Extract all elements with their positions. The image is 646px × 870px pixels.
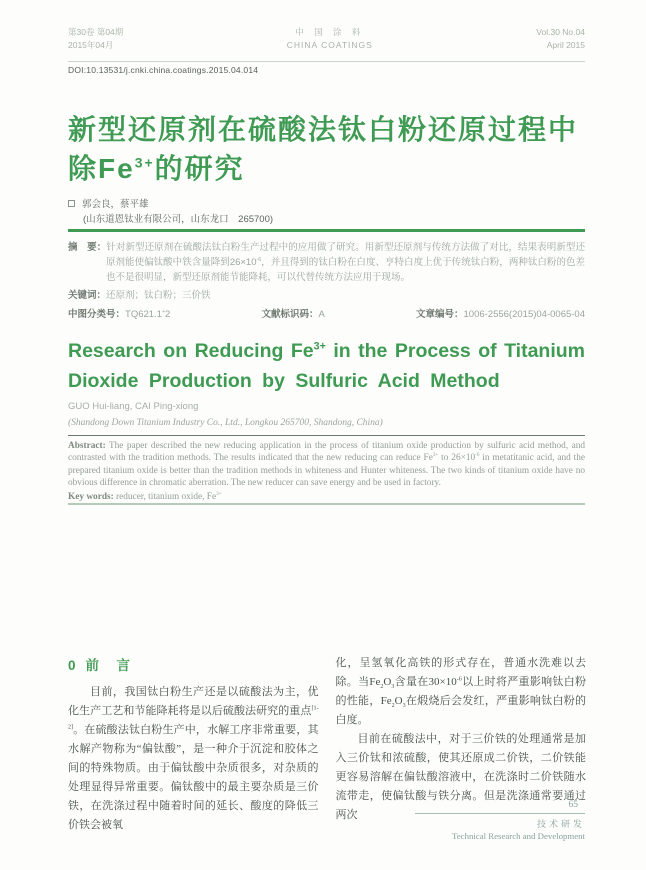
abstract-label-en: Abstract:	[68, 441, 106, 451]
article-no-item	[416, 307, 585, 322]
doc-code: A	[318, 309, 325, 320]
header-divider	[68, 61, 585, 62]
article-title-cn	[68, 110, 585, 188]
volume-issue-cn: 第30卷 第04期	[68, 27, 124, 37]
footer-rule	[415, 813, 585, 814]
author-names-en: GUO Hui-liang, CAI Ping-xiong	[68, 401, 199, 412]
issue-date-en: April 2015	[546, 40, 585, 50]
doc-code-label: 文献标识码：	[261, 309, 319, 320]
section-title: 前 言	[85, 658, 133, 673]
article-title-cn-line2: 除$Fe^{3+}$的研究	[68, 153, 245, 184]
running-head-center	[287, 26, 373, 52]
abstract-text-en: The paper described the new reducing application in the process of titanium oxide production by sulfuric acid method, and contrasted with the tradition methods. The results indicated that the new reducing can reduce $Fe^{3+}$ to $26\times 10^{-6}$ in metatitanic acid, and the prepared titanium oxide is better than the tradition methods in whiteness and Hunter whiteness. The two kinds of titanium oxide have no obvious difference in chromatic aberration. The new reducer can save energy and be used in factory.	[68, 441, 585, 489]
article-no-label: 文章编号：	[415, 309, 464, 320]
author-line-cn	[68, 197, 585, 212]
article-title-en	[68, 336, 585, 396]
abstract-cn-paragraph	[68, 240, 585, 285]
keywords-line-en	[68, 491, 585, 503]
article-title-en-line2: Dioxide Production by Sulfuric Acid Method	[68, 370, 500, 392]
affiliation-cn: (山东道恩钛业有限公司，山东龙口 265700)	[83, 214, 274, 225]
keywords-en: reducer, titanium oxide, $Fe^{3+}$	[113, 490, 222, 502]
keywords-label-cn: 关键词：	[68, 290, 107, 301]
section-number: 0	[68, 658, 76, 673]
body-column-left	[68, 654, 319, 835]
clc-item	[68, 307, 170, 322]
keywords-label-en: Key words:	[68, 491, 114, 502]
body-paragraph: 目前，我国钛白粉生产还是以硫酸法为主，优化生产工艺和节能降耗将是以后硫酸法研究的重点[1-2]。在硫酸法钛白粉生产中，水解工序非常重要，其水解产物称为“偏钛酸”，是一种介于沉淀和胶体之间的特殊物质。由于偏钛酸中杂质很多，对杂质的处理显得异常重要。偏钛酸中的最主要杂质是三价铁，在洗涤过程中随着时间的延长、酸度的降低三价铁会被氧	[68, 686, 319, 831]
running-head-right	[536, 26, 585, 52]
abstract-block-en	[68, 440, 585, 503]
body-paragraph: 目前在硫酸法中，对于三价铁的处理通常是加入三价钛和浓硫酸，使其还原成二价铁，二价铁能更容易溶解在偏钛酸溶液中，在洗涤时二价铁随水流带走，使偏钛酸与铁分离。但是洗涤通常要通过两次	[335, 733, 586, 821]
article-title-en-line1: Research on Reducing $Fe^{3+}$ in the Process of Titanium	[68, 340, 585, 362]
abstract-text-cn: 针对新型还原剂在硫酸法钛白粉生产过程中的应用做了研究。用新型还原剂与传统方法做了对比，结果表明新型还原剂能使偏钛酸中铁含量降到$26\times 10^{-6}$，并且得到的钛白粉在白度、亨特白度上优于传统钛白粉，两种钛白粉的色差也不是很明显，新型还原剂能节能降耗，可以代替传统方法应用于现场。	[106, 242, 585, 283]
journal-name-cn: 中 国 涂 料	[295, 27, 365, 37]
article-no: 1006-2556(2015)04-0065-04	[463, 309, 585, 320]
classification-line	[68, 307, 585, 322]
doc-code-item	[261, 307, 324, 322]
keywords-line-cn	[68, 288, 585, 303]
issue-date-cn: 2015年04月	[68, 40, 114, 50]
title-divider-rule	[68, 229, 585, 232]
column-name-cn: 技术研发	[536, 819, 585, 829]
abstract-bottom-rule	[68, 503, 585, 505]
keywords-cn: 还原剂；钛白粉；三价铁	[106, 290, 211, 301]
volume-issue-en: Vol.30 No.04	[536, 27, 585, 37]
section-heading-intro	[68, 654, 319, 674]
abstract-block-cn	[68, 240, 585, 322]
clc-number: TQ621.1+2	[125, 308, 171, 320]
running-head-left	[68, 26, 123, 52]
journal-name-en: CHINA COATINGS	[286, 40, 373, 50]
author-names-cn: 郭会良，蔡平雄	[82, 199, 149, 210]
running-head	[68, 26, 585, 52]
column-name-en: Technical Research and Development	[452, 831, 585, 841]
body-paragraph: 化，呈氢氧化高铁的形式存在，普通水洗难以去除。当$Fe_2O_3$含量在$30\times 10^{-6}$以上时将严重影响钛白粉的性能，$Fe_2O_3$在煅烧后会发红，严重影响钛白粉的白度。	[335, 657, 587, 726]
doi-line: DOI:10.13531/j.cnki.china.coatings.2015.04.014	[68, 65, 259, 75]
page-footer	[415, 800, 585, 842]
author-block-cn	[68, 197, 585, 227]
clc-label: 中图分类号：	[68, 309, 126, 320]
abstract-en-paragraph	[68, 440, 585, 490]
abstract-top-rule	[68, 435, 585, 436]
page-number: 65	[568, 800, 578, 810]
affiliation-en: (Shandong Down Titanium Industry Co., Ltd., Longkou 265700, Shandong, China)	[68, 418, 383, 428]
article-title-cn-line1: 新型还原剂在硫酸法钛白粉还原过程中	[68, 114, 579, 145]
abstract-label-cn: 摘 要：	[68, 242, 107, 253]
author-marker-icon	[68, 200, 75, 207]
